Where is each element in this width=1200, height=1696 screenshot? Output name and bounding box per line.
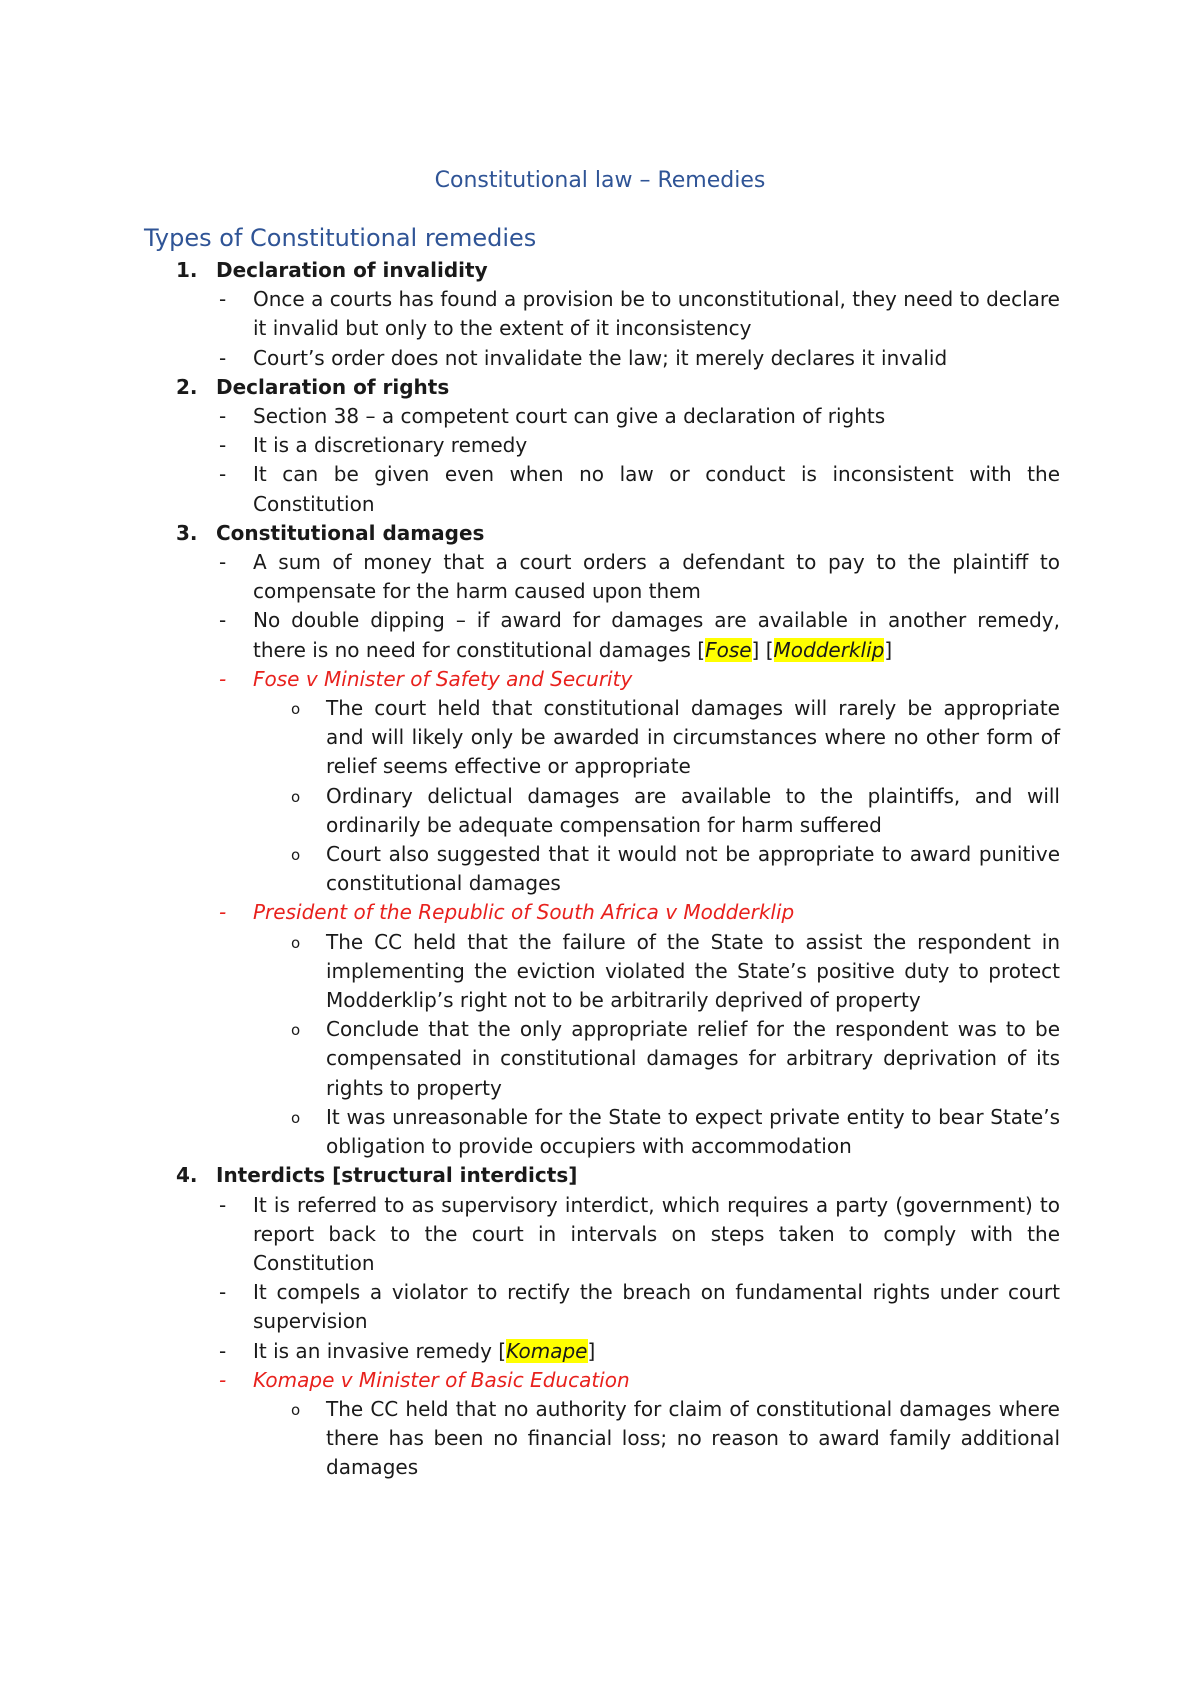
list-item xyxy=(176,285,1060,343)
bullet-text: The court held that constitutional damages will rarely be appropriate and will likely only be awarded in circumstances where no other form of relief seems effective or appropriate xyxy=(326,696,1060,779)
list-item xyxy=(176,928,1060,1016)
bullet-text: A sum of money that a court orders a defendant to pay to the plaintiff to compensate for the harm caused upon them xyxy=(253,550,1060,604)
bullet-text: It is referred to as supervisory interdict, which requires a party (government) to report back to the court in intervals on steps taken to comply with the Constitution xyxy=(253,1192,1060,1275)
remedy-title: Declaration of invalidity xyxy=(216,258,488,282)
remedies-list xyxy=(176,256,1060,1483)
dash-bullet: - xyxy=(219,404,227,429)
dash-bullet: - xyxy=(219,1192,227,1217)
circle-bullet-icon: o xyxy=(291,846,301,865)
list-item xyxy=(176,782,1060,840)
dash-bullet: - xyxy=(219,1338,227,1363)
dash-bullet: - xyxy=(219,433,227,458)
bullet-text: Court’s order does not invalidate the law; it merely declares it invalid xyxy=(253,345,948,370)
case-reference-highlight: Modderklip xyxy=(773,637,885,662)
list-number: 4. xyxy=(176,1163,198,1188)
list-number: 3. xyxy=(176,520,198,545)
case-name xyxy=(176,898,1060,927)
bullet-text: The CC held that the failure of the State to assist the respondent in implementing the eviction violated the State’s positive duty to protect Modderklip’s right not to be arbitrarily deprived of property xyxy=(326,929,1060,1013)
list-item xyxy=(176,840,1060,898)
dash-bullet: - xyxy=(219,1280,227,1305)
dash-bullet: - xyxy=(219,287,227,312)
case-title: President of the Republic of South Africa v Modderklip xyxy=(253,900,795,925)
circle-bullet-icon: o xyxy=(291,1108,301,1127)
remedy-heading-rights xyxy=(176,373,1060,402)
remedy-heading-invalidity xyxy=(176,256,1060,285)
case-name xyxy=(176,665,1060,694)
circle-bullet-icon: o xyxy=(291,933,301,952)
remedy-heading-damages xyxy=(176,519,1060,548)
remedy-title: Declaration of rights xyxy=(216,374,450,399)
case-reference-highlight: Komape xyxy=(506,1338,588,1363)
remedy-title: Constitutional damages xyxy=(216,520,485,545)
bullet-text: Section 38 – a competent court can give a declaration of rights xyxy=(253,404,886,429)
circle-bullet-icon: o xyxy=(291,700,301,719)
bullet-text: Once a courts has found a provision be to unconstitutional, they need to declare it invalid but only to the extent of it inconsistency xyxy=(253,287,1060,341)
bullet-text: Conclude that the only appropriate relief for the respondent was to be compensated in constitutional damages for arbitrary deprivation of its rights to property xyxy=(326,1017,1060,1100)
dash-bullet: - xyxy=(219,608,227,633)
bullet-text: No double dipping – if award for damages are available in another remedy, there is no need for constitutional damages xyxy=(253,608,1060,662)
remedy-heading-interdicts xyxy=(176,1161,1060,1190)
dash-bullet: - xyxy=(219,462,227,487)
list-item xyxy=(176,402,1060,431)
bullet-text: The CC held that no authority for claim of constitutional damages where there has been no financial loss; no reason to award family additional damages xyxy=(326,1396,1060,1480)
bullet-text: It can be given even when no law or conduct is inconsistent with the Constitution xyxy=(253,462,1060,516)
dash-bullet: - xyxy=(219,550,227,575)
list-item xyxy=(176,460,1060,518)
case-title: Komape v Minister of Basic Education xyxy=(253,1367,630,1392)
list-item xyxy=(176,1395,1060,1483)
list-number: 1. xyxy=(176,258,198,282)
list-item xyxy=(176,694,1060,782)
bullet-text: It compels a violator to rectify the breach on fundamental rights under court supervision xyxy=(253,1280,1060,1334)
case-title: Fose v Minister of Safety and Security xyxy=(253,666,633,691)
list-item: - No double dipping – if award for damages are available in another remedy, there is no need for constitutional damages [Fose] [Modderklip] xyxy=(219,608,1060,662)
bullet-text: It was unreasonable for the State to expect private entity to bear State’s obligation to provide occupiers with accommodation xyxy=(326,1104,1060,1159)
circle-bullet-icon: o xyxy=(291,787,301,806)
case-name xyxy=(176,1366,1060,1395)
list-item xyxy=(176,1103,1060,1161)
bullet-text: It is a discretionary remedy xyxy=(253,433,528,458)
list-item xyxy=(176,344,1060,373)
dash-bullet: - xyxy=(219,345,227,370)
circle-bullet-icon: o xyxy=(291,1400,301,1419)
list-item xyxy=(176,1015,1060,1103)
list-number: 2. xyxy=(176,374,198,399)
list-item xyxy=(176,1191,1060,1279)
list-item xyxy=(176,1278,1060,1336)
section-heading: Types of Constitutional remedies xyxy=(144,224,537,252)
list-item: - It is an invasive remedy [Komape] xyxy=(176,1337,1060,1366)
dash-bullet: - xyxy=(219,666,227,691)
list-item xyxy=(176,431,1060,460)
list-item xyxy=(176,548,1060,606)
circle-bullet-icon: o xyxy=(291,1021,301,1040)
bullet-text: Ordinary delictual damages are available to the plaintiffs, and will ordinarily be adequate compensation for harm suffered xyxy=(326,783,1060,837)
bullet-text: It is an invasive remedy xyxy=(253,1338,499,1363)
dash-bullet: - xyxy=(219,1367,227,1392)
dash-bullet: - xyxy=(219,900,227,925)
bullet-text: Court also suggested that it would not be appropriate to award punitive constitutional damages xyxy=(326,842,1060,896)
document-title: Constitutional law – Remedies xyxy=(434,168,766,193)
remedy-title: Interdicts [structural interdicts] xyxy=(216,1163,578,1188)
case-reference-highlight: Fose xyxy=(705,637,752,662)
